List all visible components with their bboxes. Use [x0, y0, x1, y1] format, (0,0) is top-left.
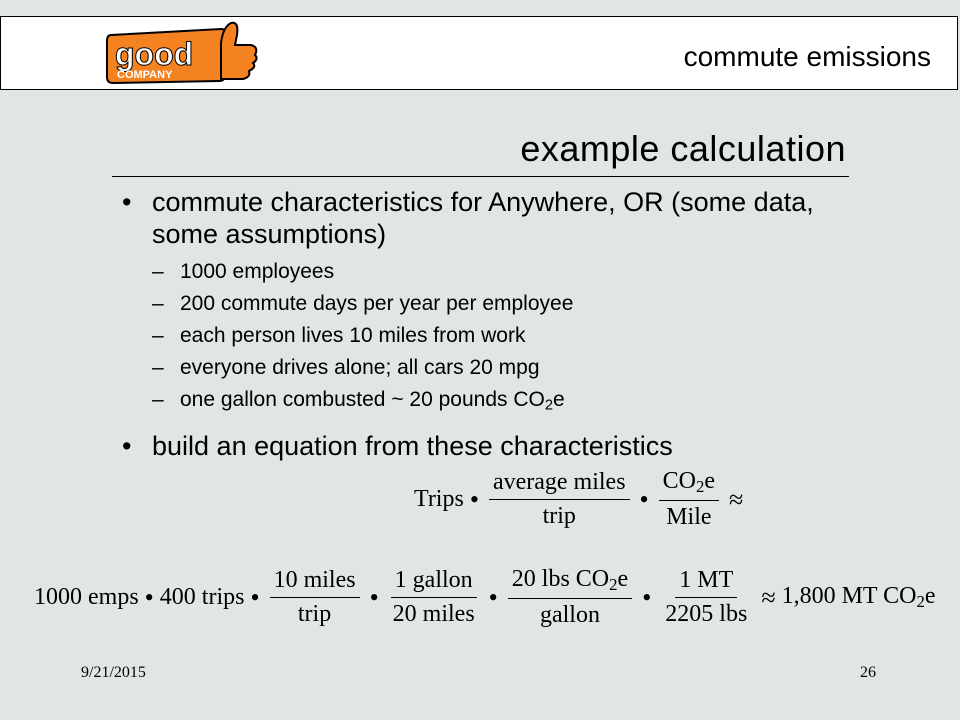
- sub-bullet-text: each person lives 10 miles from work: [180, 324, 526, 347]
- page-number: 26: [860, 664, 876, 681]
- sub-bullet-text: 200 commute days per year per employee: [180, 292, 574, 315]
- sub-bullet-text: one gallon combusted ~ 20 pounds $CO_2e$: [180, 388, 565, 414]
- sub-bullet-list: [152, 256, 838, 422]
- eq-trips: 400 trips: [159, 584, 245, 611]
- dash-icon: –: [152, 292, 164, 315]
- title-underline: [112, 176, 849, 177]
- fraction-mt-per-lbs: $\frac{1 MT}{\text{2205 lbs}}$: [665, 567, 748, 628]
- fraction-co2e-per-gallon: $\frac{20 lbs CO_2e}{\text{gallon}}$: [508, 566, 632, 629]
- dash-icon: –: [152, 260, 164, 283]
- equation-general: [414, 468, 749, 531]
- fraction-miles-per-trip: $\frac{\text{average miles}}{\text{trip}}$: [489, 469, 630, 530]
- fraction-gallon-per-miles: $\frac{\text{1 gallon}}{\text{20 miles}}$: [392, 567, 475, 628]
- bullet-item: [118, 186, 838, 422]
- eq-trips: Trips: [414, 486, 464, 513]
- approx-sign: ≈: [761, 582, 776, 612]
- logo-word-company: COMPANY: [117, 69, 173, 81]
- bullet-list: [118, 186, 838, 462]
- multiply-dot: •: [369, 582, 379, 612]
- fraction-co2e-per-mile: $\frac{CO_2e}{\text{Mile}}$: [659, 468, 719, 531]
- multiply-dot: •: [469, 484, 479, 514]
- multiply-dot: •: [642, 582, 652, 612]
- sub-bullet-item: [152, 320, 838, 352]
- multiply-dot: •: [639, 484, 649, 514]
- good-company-logo: [103, 21, 263, 87]
- sub-bullet-item: [152, 256, 838, 288]
- bullet-item: [118, 430, 838, 462]
- dash-icon: –: [152, 324, 164, 347]
- multiply-dot: •: [144, 582, 154, 612]
- multiply-dot: •: [250, 582, 260, 612]
- bullet-text: build an equation from these characteristics: [152, 430, 673, 461]
- header-title: commute emissions: [683, 41, 931, 72]
- footer-date: 9/21/2015: [81, 664, 146, 681]
- bullet-text: commute characteristics for Anywhere, OR (some data, some assumptions): [152, 187, 814, 249]
- sub-bullet-item: [152, 352, 838, 384]
- sub-bullet-text: everyone drives alone; all cars 20 mpg: [180, 356, 540, 379]
- sub-bullet-item: [152, 384, 838, 422]
- dash-icon: –: [152, 388, 164, 411]
- sub-bullet-item: [152, 288, 838, 320]
- multiply-dot: •: [488, 582, 498, 612]
- slide-title: example calculation: [520, 128, 846, 169]
- bullet-icon: •: [122, 430, 132, 461]
- equation-worked: [34, 566, 936, 629]
- eq-employees: 1000 emps: [34, 584, 139, 611]
- logo-word-good: good: [115, 36, 194, 72]
- sub-bullet-text: 1000 employees: [180, 260, 335, 283]
- dash-icon: –: [152, 356, 164, 379]
- header-bar: [0, 16, 958, 90]
- approx-sign: ≈: [729, 484, 744, 514]
- bullet-icon: •: [122, 187, 132, 217]
- fraction-miles-per-trip: $\frac{\text{10 miles}}{\text{trip}}$: [270, 567, 360, 628]
- eq-result: 1,800 MT $CO_2e$: [781, 583, 936, 612]
